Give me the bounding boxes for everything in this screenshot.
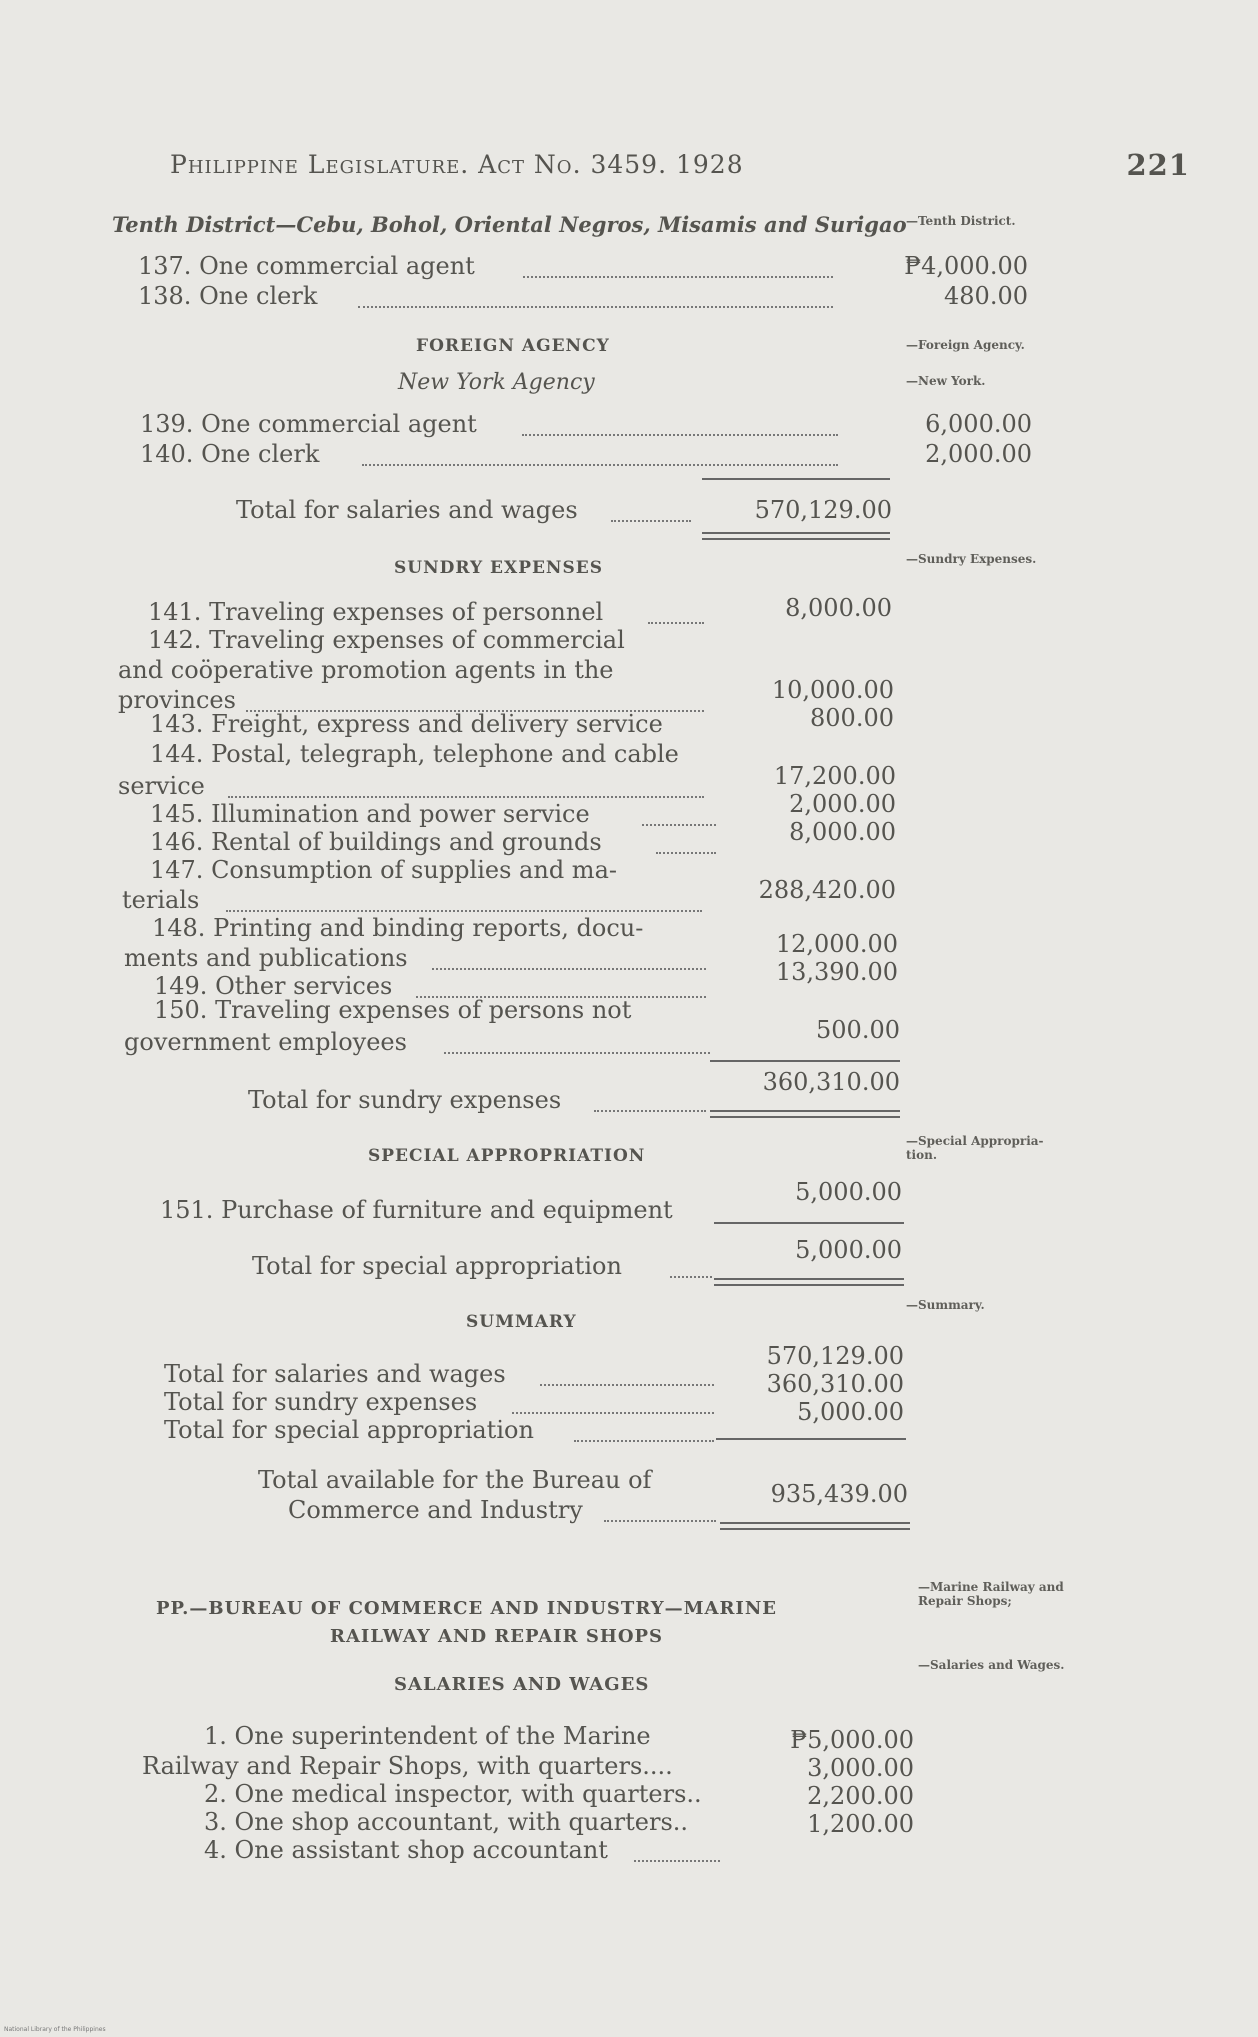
item-label: 137. One commercial agent (138, 252, 475, 280)
pp-amount: 3,000.00 (807, 1754, 914, 1782)
summary-amount: 570,129.00 (766, 1342, 904, 1370)
scan-footer: National Library of the Philippines (4, 2026, 106, 2033)
item-amount: 2,000.00 (925, 440, 1032, 468)
expense-line: 144. Postal, telegraph, telephone and cable (150, 740, 679, 768)
pp-line: 2. One medical inspector, with quarters.. (204, 1780, 702, 1808)
rule (714, 1222, 904, 1224)
grand-total-amount: 935,439.00 (770, 1480, 908, 1508)
margin-note-new-york: —New York. (906, 374, 986, 388)
margin-note-marine: —Marine Railway and (918, 1580, 1064, 1594)
margin-note-special: —Special Appropria- (906, 1134, 1044, 1148)
section-heading-sundry: SUNDRY EXPENSES (394, 558, 603, 578)
section-heading-foreign: FOREIGN AGENCY (416, 336, 610, 356)
double-rule (702, 532, 890, 540)
margin-note-district: —Tenth District. (906, 214, 1016, 228)
expense-line: 150. Traveling expenses of persons not (154, 996, 632, 1024)
expense-line: 143. Freight, express and delivery service (150, 710, 663, 738)
double-rule (720, 1522, 910, 1530)
double-rule (710, 1110, 900, 1118)
grand-total-line: Total available for the Bureau of (258, 1466, 652, 1494)
item-label: 139. One commercial agent (140, 410, 477, 438)
pp-line: 1. One superintendent of the Marine (204, 1722, 651, 1750)
rule (716, 1438, 906, 1440)
item-amount: 5,000.00 (795, 1178, 902, 1206)
expense-amount: 8,000.00 (789, 818, 896, 846)
total-label: Total for salaries and wages (236, 496, 578, 524)
summary-amount: 360,310.00 (766, 1370, 904, 1398)
margin-note-salaries: —Salaries and Wages. (918, 1658, 1065, 1672)
pp-amount: 1,200.00 (807, 1810, 914, 1838)
item-row: 151. Purchase of furniture and equipment (160, 1196, 673, 1224)
section-heading-summary: SUMMARY (466, 1312, 577, 1332)
expense-amount: 10,000.00 (771, 676, 894, 704)
total-amount: 570,129.00 (754, 496, 892, 524)
item-amount: 480.00 (944, 282, 1028, 310)
expense-amount: 17,200.00 (773, 762, 896, 790)
total-amount: 360,310.00 (762, 1068, 900, 1096)
expense-amount: 500.00 (816, 1016, 900, 1044)
margin-note-foreign: —Foreign Agency. (906, 338, 1025, 352)
margin-note-sundry: —Sundry Expenses. (906, 552, 1037, 566)
pp-amount: 2,200.00 (807, 1782, 914, 1810)
double-rule (714, 1278, 904, 1286)
pp-line: Railway and Repair Shops, with quarters.... (142, 1752, 673, 1780)
running-title: Philippine Legislature. Act No. 3459. 1928 (170, 150, 744, 179)
expense-line: 142. Traveling expenses of commercial (148, 626, 625, 654)
expense-amount: 13,390.00 (775, 958, 898, 986)
expense-amount: 12,000.00 (775, 930, 898, 958)
section-heading-special: SPECIAL APPROPRIATION (368, 1146, 646, 1166)
expense-line: 147. Consumption of supplies and ma- (150, 856, 617, 884)
summary-amount: 5,000.00 (797, 1398, 904, 1426)
item-amount: ₱4,000.00 (904, 252, 1028, 280)
expense-line: 148. Printing and binding reports, docu- (152, 914, 644, 942)
document-page: Philippine Legislature. Act No. 3459. 1928 221 Tenth District—Cebu, Bohol, Oriental Negros, Misamis and Surigao —Tenth District. 137. One commercial agent ₱4,000.00 138. One clerk 480.00 FOREIGN AGENCY —Foreign Agency. New York Agency —New York. 139. One commercial agent 6,000.00 140. One clerk 2,000.00 Total for salaries and wages 570,129.00 SUNDRY EXPENSES —Sundry Expenses. 141. Traveling expenses of personnel 8,000.00 142. Traveling expenses of commercial and coöperative promotion agents in the provinces 10,000.00 143. Freight, express and delivery service 800.00 144. Postal, telegraph, telephone and cable service 17,200.00 145. Illumination and power service 2,000.00 146. Rental of buildings and grounds 8,000.00 147. Consumption of supplies and ma- terials 288,420.00 148. Printing and binding reports, docu- ments and publications 12,000.00 149. Other services 13,390.00 150. Traveling expenses of persons not government employees 500.00 Total for sundry expenses 360,310.00 SPECIAL APPROPRIATION —Special Appropria- tion. 151. Purchase of furniture and equipment 5,000.00 Total for special appropriation 5,000.00 SUMMARY —Summary. Total for salaries and wages Total for sundry expenses Total for special appropriation 570,129.00 360,310.00 5,000.00 Total available for the Bureau of Commerce and Industry 935,439.00 PP.—BUREAU OF COMMERCE AND INDUSTRY—MARINE RAILWAY AND REPAIR SHOPS —Marine Railway and Repair Shops; SALARIES AND WAGES —Salaries and Wages. 1. One superintendent of the Marine Railway and Repair Shops, with quarters.... 2. One medical inspector, with quarters.. 3. One shop accountant, with quarters.. 4. One assistant shop accountant ₱5,000.00 3,000.00 2,200.00 1,200.00 National Library of the Philippines (4, 148, 1190, 2033)
total-amount: 5,000.00 (795, 1236, 902, 1264)
expense-amount: 800.00 (810, 704, 894, 732)
district-heading: Tenth District—Cebu, Bohol, Oriental Negros, Misamis and Surigao (112, 212, 907, 237)
section-heading-pp-cont: RAILWAY AND REPAIR SHOPS (330, 1626, 664, 1647)
expense-amount: 288,420.00 (758, 876, 896, 904)
expense-amount: 8,000.00 (785, 594, 892, 622)
pp-line: 3. One shop accountant, with quarters.. (204, 1808, 689, 1836)
expense-amount: 2,000.00 (789, 790, 896, 818)
subheading-new-york: New York Agency (398, 370, 595, 395)
expense-line: and coöperative promotion agents in the (118, 656, 614, 684)
item-label: 140. One clerk (140, 440, 320, 468)
margin-note-special-cont: tion. (906, 1148, 938, 1162)
subheading-salaries: SALARIES AND WAGES (394, 1674, 650, 1695)
rule (710, 1060, 900, 1062)
rule (702, 478, 890, 480)
section-heading-pp: PP.—BUREAU OF COMMERCE AND INDUSTRY—MARINE (156, 1598, 778, 1619)
item-amount: 6,000.00 (925, 410, 1032, 438)
page-number: 221 (1126, 148, 1190, 182)
item-label: 138. One clerk (138, 282, 318, 310)
margin-note-marine-cont: Repair Shops; (918, 1594, 1012, 1608)
pp-amount: ₱5,000.00 (790, 1726, 914, 1754)
margin-note-summary: —Summary. (906, 1298, 985, 1312)
